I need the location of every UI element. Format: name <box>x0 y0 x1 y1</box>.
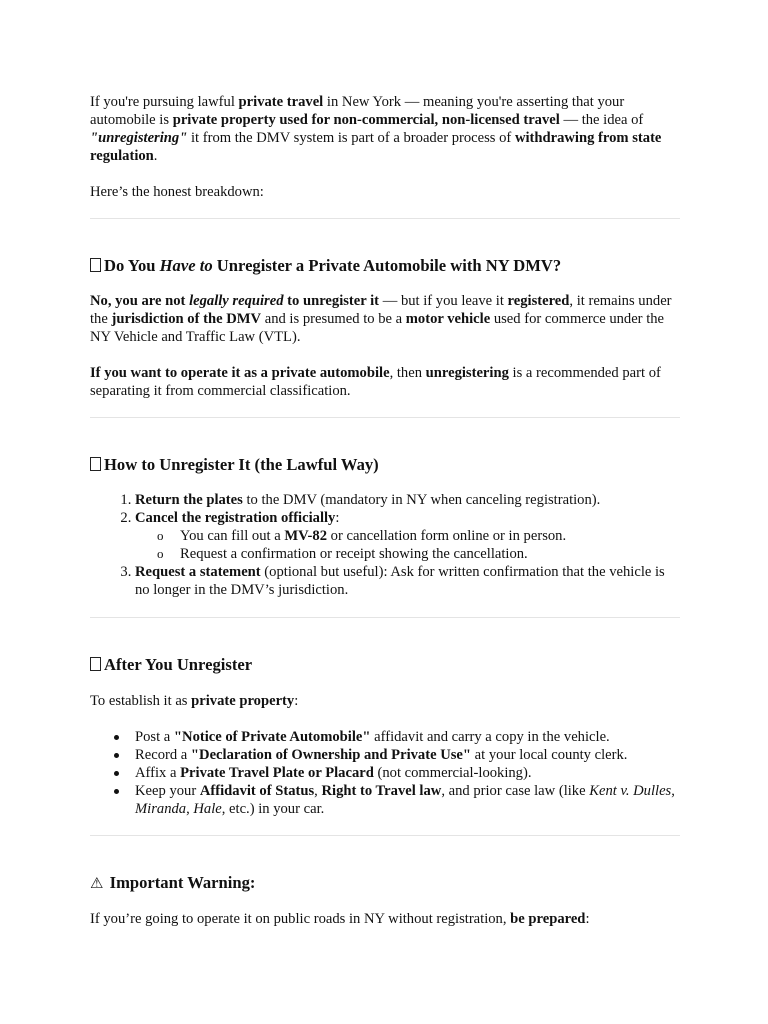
list-item: 3. Request a statement (optional but useful): Ask for written confirmation that the vehicle is no longer in the DMV’s jurisdiction. <box>135 563 680 599</box>
missing-glyph-icon <box>90 457 101 471</box>
unregister-steps-list <box>90 491 680 599</box>
section3-lead: To establish it as private property: <box>90 693 299 709</box>
list-item: 1. Return the plates to the DMV (mandatory in NY when canceling registration). <box>135 491 680 509</box>
missing-glyph-icon <box>90 258 101 272</box>
section1-paragraph-2: If you want to operate it as a private automobile, then unregistering is a recommended part of separating it from commercial classification. <box>90 365 661 399</box>
section-divider <box>90 417 680 418</box>
list-item: Post a "Notice of Private Automobile" affidavit and carry a copy in the vehicle. <box>135 728 680 746</box>
warning-paragraph: If you’re going to operate it on public roads in NY without registration, be prepared: <box>90 911 590 927</box>
section-heading-how-to-unregister: How to Unregister It (the Lawful Way) <box>90 454 680 476</box>
section-heading-important-warning: ⚠ Important Warning: <box>90 873 256 892</box>
sub-list-item: o You can fill out a MV-82 or cancellation form online or in person. <box>180 527 680 545</box>
section-divider <box>90 835 680 836</box>
section-divider <box>90 617 680 618</box>
intro-paragraph: If you're pursuing lawful private travel in New York — meaning you're asserting that your automobile is private property used for non-commercial, non-licensed travel — the idea of "unregistering" it from the DMV system is part of a broader process of withdrawing from state regulation. <box>90 94 662 164</box>
list-item: Keep your Affidavit of Status, Right to Travel law, and prior case law (like Kent v. Dulles, Miranda, Hale, etc.) in your car. <box>135 782 680 818</box>
sub-list <box>135 527 680 563</box>
breakdown-paragraph: Here’s the honest breakdown: <box>90 184 264 200</box>
section-heading-after-unregister: After You Unregister <box>90 654 680 676</box>
section-divider <box>90 218 680 219</box>
sub-list-item: o Request a confirmation or receipt showing the cancellation. <box>180 545 680 563</box>
document-page <box>90 93 680 946</box>
list-item: 2. Cancel the registration officially: o You can fill out a MV-82 or cancellation form online or in person. o Request a confirmation or receipt showing the cancellation. <box>135 509 680 563</box>
missing-glyph-icon <box>90 657 101 671</box>
warning-icon: ⚠ <box>90 874 104 892</box>
private-property-list <box>90 728 680 818</box>
list-item: Affix a Private Travel Plate or Placard (not commercial-looking). <box>135 764 680 782</box>
section-heading-unregister-required: Do You Have to Unregister a Private Automobile with NY DMV? <box>90 255 680 277</box>
section1-paragraph-1: No, you are not legally required to unregister it — but if you leave it registered, it remains under the jurisdiction of the DMV and is presumed to be a motor vehicle used for commerce under the NY Vehicle and Traffic Law (VTL). <box>90 293 672 345</box>
list-item: Record a "Declaration of Ownership and Private Use" at your local county clerk. <box>135 746 680 764</box>
